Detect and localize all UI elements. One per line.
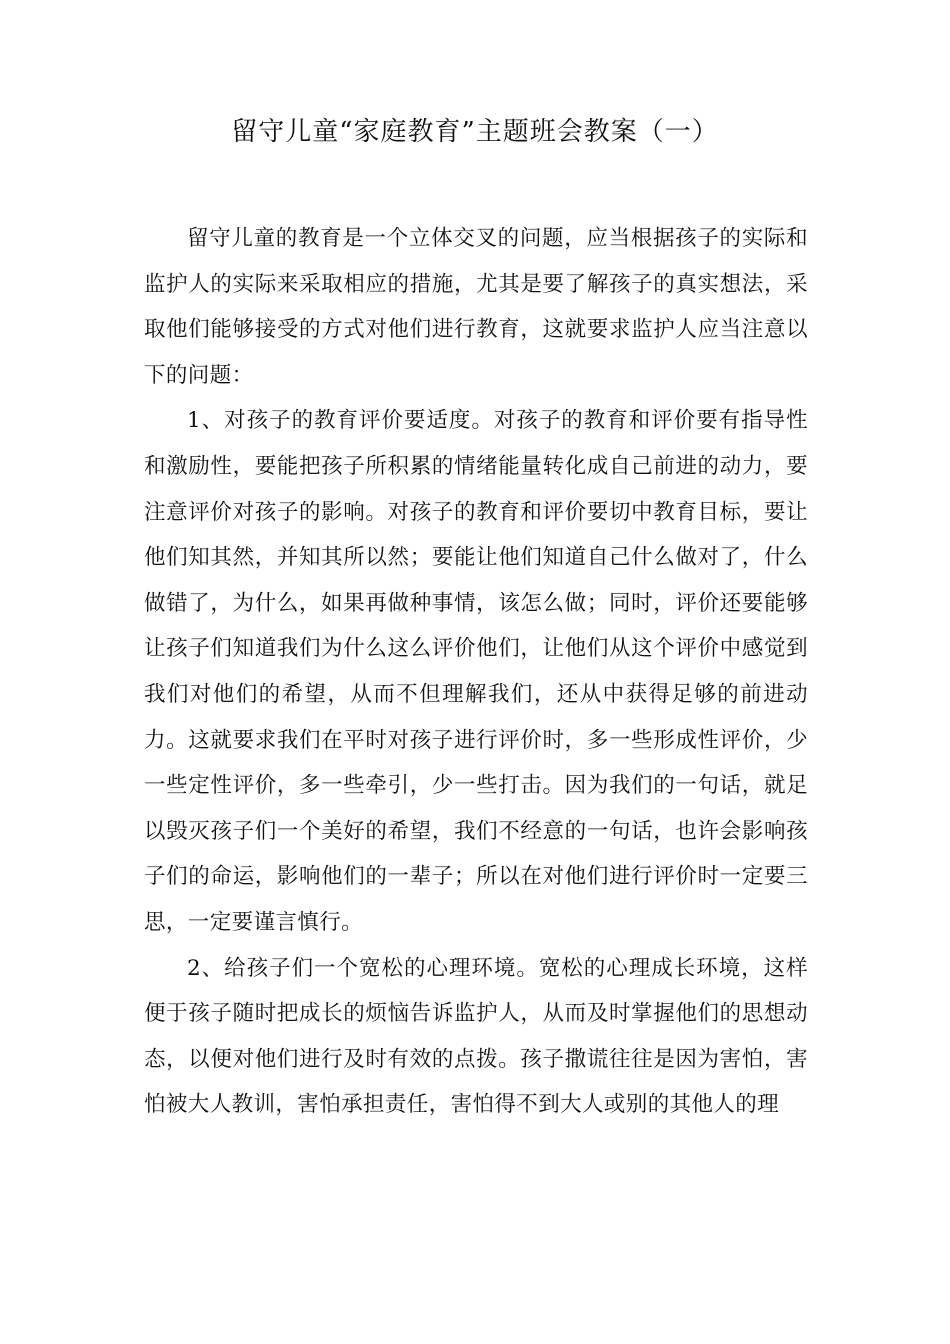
paragraph-intro: 留守儿童的教育是一个立体交叉的问题，应当根据孩子的实际和监护人的实际来采取相应的措施，尤其是要了解孩子的真实想法，采取他们能够接受的方式对他们进行教育，这就要求监护人应当注意以下的问题： (144, 226, 808, 388)
document-body (144, 216, 808, 1128)
paragraph-point-1: 1、对孩子的教育评价要适度。对孩子的教育和评价要有指导性和激励性，要能把孩子所积累的情绪能量转化成自己前进的动力，要注意评价对孩子的影响。对孩子的教育和评价要切中教育目标，要让他们知其然，并知其所以然；要能让他们知道自己什么做对了，什么做错了，为什么，如果再做种事情，该怎么做；同时，评价还要能够让孩子们知道我们为什么这么评价他们，让他们从这个评价中感觉到我们对他们的希望，从而不但理解我们，还从中获得足够的前进动力。这就要求我们在平时对孩子进行评价时，多一些形成性评价，少一些定性评价，多一些牵引，少一些打击。因为我们的一句话，就足以毁灭孩子们一个美好的希望，我们不经意的一句话，也许会影响孩子们的命运，影响他们的一辈子；所以在对他们进行评价时一定要三思，一定要谨言慎行。 (144, 408, 808, 935)
paragraph-point-2: 2、给孩子们一个宽松的心理环境。宽松的心理成长环境，这样便于孩子随时把成长的烦恼告诉监护人，从而及时掌握他们的思想动态，以便对他们进行及时有效的点拨。孩子撒谎往往是因为害怕，害怕被大人教训，害怕承担责任，害怕得不到大人或别的其他人的理 (144, 955, 808, 1118)
document-title: 留守儿童“家庭教育”主题班会教案（一） (231, 117, 719, 147)
